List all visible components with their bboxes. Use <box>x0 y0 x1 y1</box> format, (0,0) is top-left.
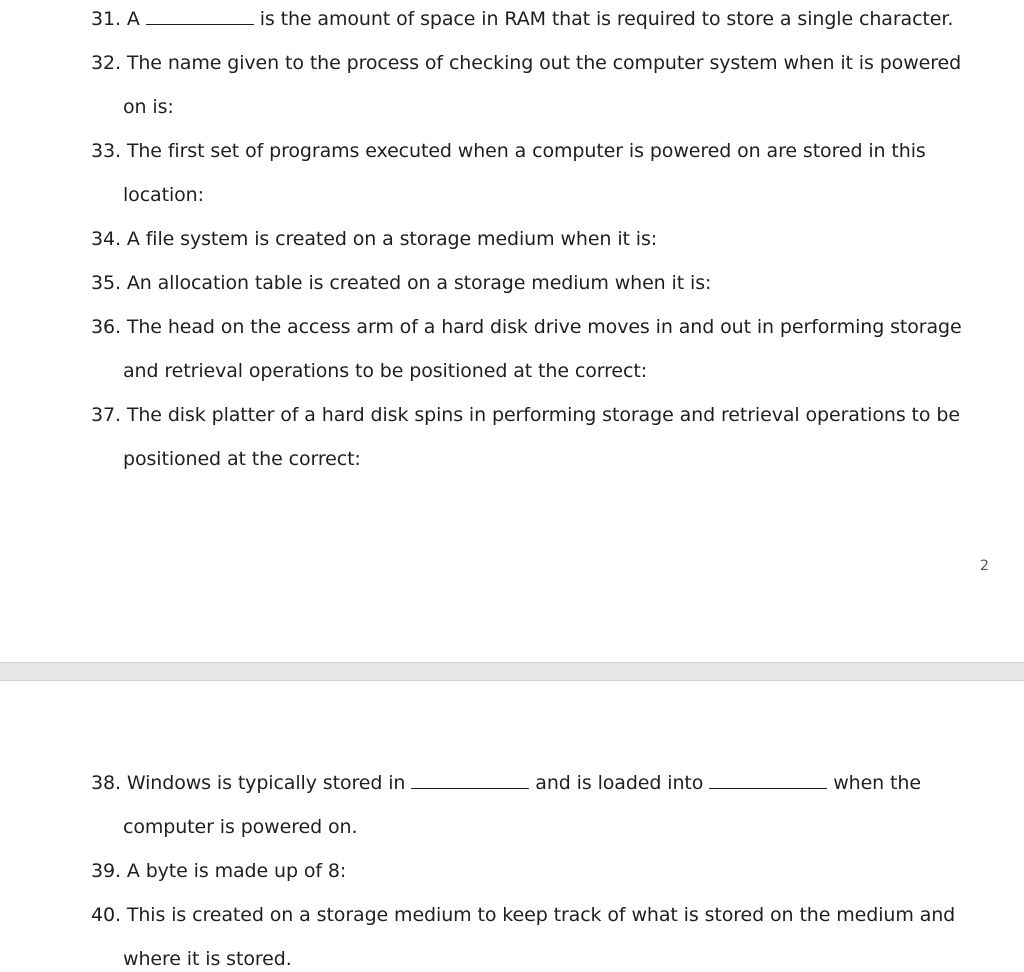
q31-prefix: A <box>126 8 140 30</box>
question-38-line2: computer is powered on. <box>123 816 358 838</box>
page-number: 2 <box>980 558 989 574</box>
q38-middle: and is loaded into <box>535 772 704 794</box>
page-separator <box>0 662 1024 681</box>
document-page-3 <box>0 681 1024 972</box>
question-33-line2: location: <box>123 184 204 206</box>
question-38-line1 <box>91 771 921 795</box>
question-32-line2: on is: <box>123 96 174 118</box>
question-39: 39. A byte is made up of 8: <box>91 860 347 882</box>
q31-suffix: is the amount of space in RAM that is required to store a single character. <box>259 8 954 30</box>
question-40-line1: 40. This is created on a storage medium to keep track of what is stored on the medium and <box>91 904 956 926</box>
q31-answer-blank <box>146 7 254 25</box>
question-31 <box>91 7 953 31</box>
question-37-line1: 37. The disk platter of a hard disk spins in performing storage and retrieval operations to be <box>91 404 960 426</box>
question-36-line1: 36. The head on the access arm of a hard disk drive moves in and out in performing storage <box>91 316 962 338</box>
q38-blank-1 <box>411 771 529 789</box>
question-36-line2: and retrieval operations to be positioned at the correct: <box>123 360 647 382</box>
q31-number: 31. <box>91 8 121 30</box>
question-34: 34. A file system is created on a storage medium when it is: <box>91 228 658 250</box>
question-32-line1: 32. The name given to the process of checking out the computer system when it is powered <box>91 52 962 74</box>
q38-blank-2 <box>709 771 827 789</box>
q38-suffix: when the <box>833 772 921 794</box>
q38-prefix: 38. Windows is typically stored in <box>91 772 406 794</box>
question-35: 35. An allocation table is created on a storage medium when it is: <box>91 272 712 294</box>
question-33-line1: 33. The first set of programs executed when a computer is powered on are stored in this <box>91 140 926 162</box>
question-40-line2: where it is stored. <box>123 948 292 970</box>
question-37-line2: positioned at the correct: <box>123 448 361 470</box>
